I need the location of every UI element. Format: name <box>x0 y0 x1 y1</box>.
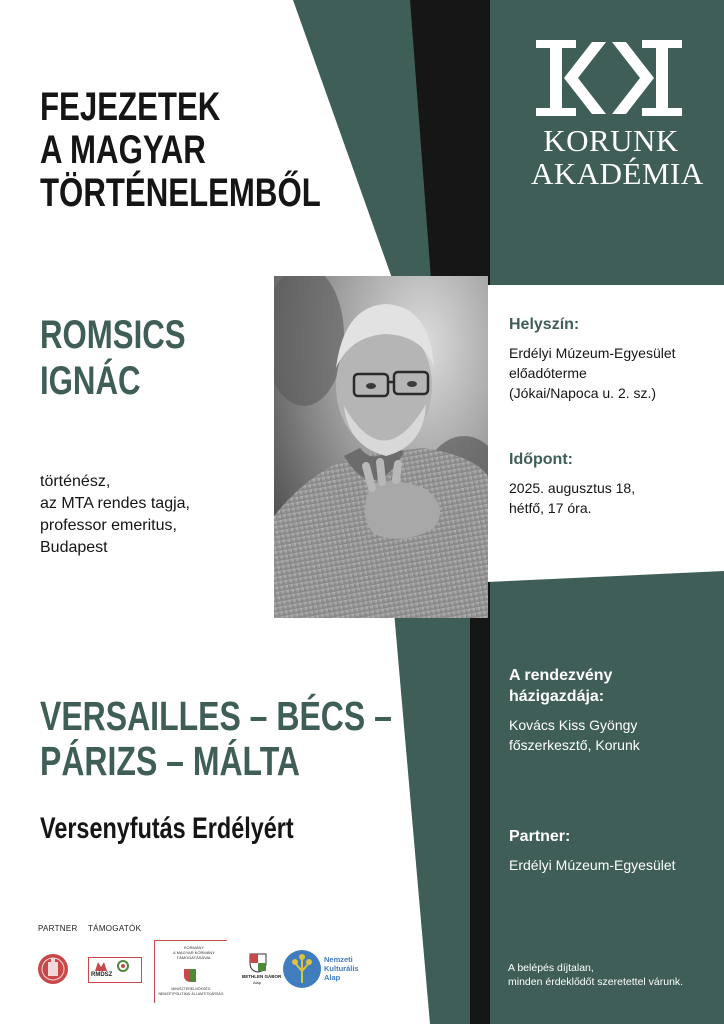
host-line: Kovács Kiss Gyöngy <box>509 717 638 733</box>
nka-logo <box>282 949 362 993</box>
rmdsz-tulip-icon <box>89 959 141 973</box>
time-block <box>509 449 715 518</box>
host-block <box>509 665 715 755</box>
nka-text <box>324 955 359 982</box>
lecture-title-line-2: PÁRIZS – MÁLTA <box>40 738 300 784</box>
venue-text <box>509 343 715 403</box>
speaker-name <box>40 312 186 404</box>
government-logo <box>154 940 227 1003</box>
host-label-line: házigazdája: <box>509 688 605 705</box>
entry-note-line: minden érdeklődőt szeretettel várunk. <box>508 976 684 988</box>
host-label-line: A rendezvény <box>509 667 613 684</box>
speaker-name-line-1: ROMSICS <box>40 313 186 357</box>
speaker-role-line: történész, <box>40 473 111 490</box>
series-title-line-1: FEJEZETEK <box>40 85 221 129</box>
bethlen-sub: Alap <box>253 980 262 985</box>
portrait-illustration <box>274 276 488 618</box>
footer-partner-label: PARTNER <box>38 924 78 933</box>
brand-line-1: KORUNK <box>543 123 679 158</box>
series-title-line-3: TÖRTÉNELEMBŐL <box>40 171 321 215</box>
venue-line: Erdélyi Múzeum-Egyesület <box>509 345 676 361</box>
venue-label: Helyszín: <box>509 316 580 333</box>
bethlen-shield-icon <box>244 953 272 973</box>
speaker-name-line-2: IGNÁC <box>40 359 141 403</box>
partner-emblem-logo <box>36 950 70 988</box>
bethlen-label: BETHLEN GÁBOR <box>242 974 282 979</box>
lower-black-strip <box>470 582 490 1024</box>
footer-supporters-label: TÁMOGATÓK <box>88 924 142 933</box>
time-line: hétfő, 17 óra. <box>509 500 592 516</box>
entry-note <box>508 961 683 989</box>
time-line: 2025. augusztus 18, <box>509 480 636 496</box>
gov-text <box>169 945 219 960</box>
rmdsz-logo <box>88 957 142 983</box>
korunk-logo-mark <box>534 38 684 118</box>
ministry-line: MINISZTERELNÖKSÉG <box>171 987 211 991</box>
partner-block <box>509 826 715 875</box>
series-title <box>40 86 321 215</box>
venue-line: előadóterme <box>509 365 587 381</box>
nka-line: Nemzeti <box>324 955 353 964</box>
brand-line-2: AKADÉMIA <box>531 156 704 191</box>
lecture-title-line-1: VERSAILLES – BÉCS – <box>40 693 392 739</box>
time-label: Időpont: <box>509 451 573 468</box>
speaker-portrait <box>274 276 488 618</box>
nka-tree-icon <box>282 949 322 989</box>
time-text <box>509 478 715 518</box>
speaker-role <box>40 471 190 559</box>
gov-line: TÁMOGATÁSÁVAL <box>176 955 212 960</box>
venue-line: (Jókai/Napoca u. 2. sz.) <box>509 385 657 401</box>
speaker-role-line: professor emeritus, <box>40 517 177 534</box>
rmdsz-label: RMDSZ <box>91 972 113 978</box>
ministry-text <box>157 987 225 997</box>
lecture-subtitle: Versenyfutás Erdélyért <box>40 812 294 845</box>
gov-line: A MAGYAR KORMÁNY <box>173 950 215 955</box>
hungarian-coat-of-arms-icon <box>183 967 197 983</box>
entry-note-line: A belépés díjtalan, <box>508 962 594 974</box>
bethlen-gabor-logo <box>242 953 282 987</box>
venue-block <box>509 314 715 403</box>
lecture-title <box>40 694 392 784</box>
partner-label: Partner: <box>509 828 571 845</box>
partner-name: Erdélyi Múzeum-Egyesület <box>509 857 676 873</box>
host-text <box>509 715 715 755</box>
nka-line: Kulturális <box>324 964 359 973</box>
series-title-line-2: A MAGYAR <box>40 128 206 172</box>
host-line: főszerkesztő, Korunk <box>509 737 640 753</box>
speaker-role-line: az MTA rendes tagja, <box>40 495 190 512</box>
nka-line: Alap <box>324 973 341 982</box>
speaker-role-line: Budapest <box>40 539 108 556</box>
gov-line: KORMÁNY <box>183 945 205 950</box>
host-label <box>509 665 715 707</box>
ministry-line: NEMZETPOLITIKAI ÁLLAMTITKÁRSÁG <box>158 992 224 996</box>
